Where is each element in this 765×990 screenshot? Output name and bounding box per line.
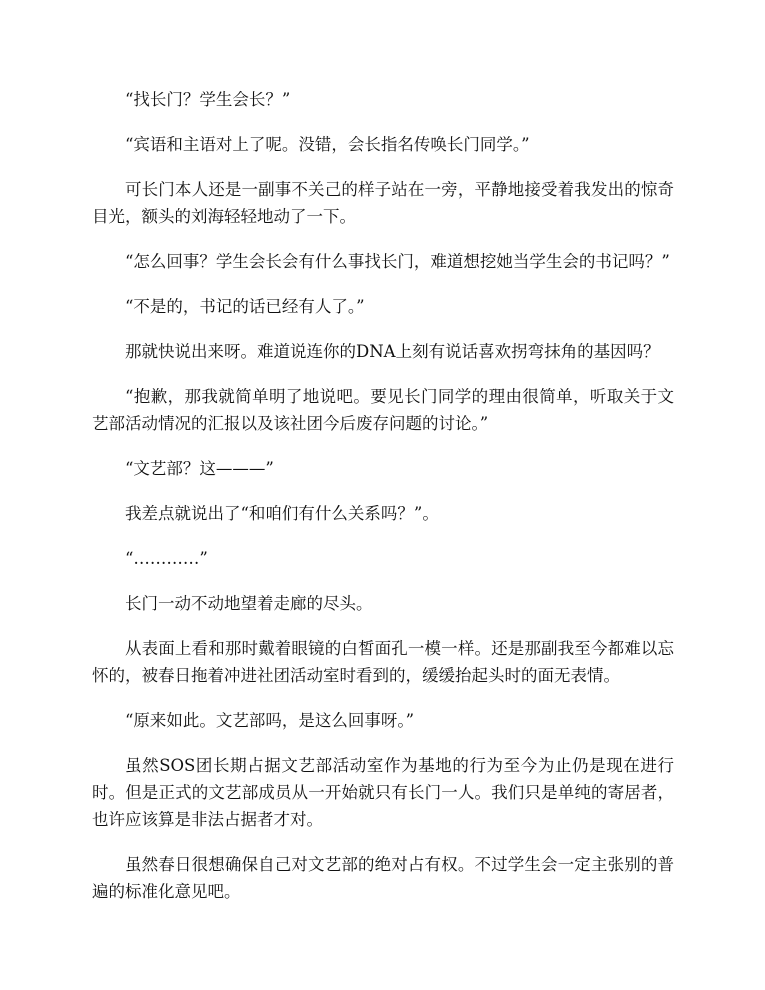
paragraph: 虽然SOS团长期占据文艺部活动室作为基地的行为至今为止仍是现在进行时。但是正式的文艺部成员从一开始就只有长门一人。我们只是单纯的寄居者，也许应该算是非法占据者才对。 <box>92 756 674 829</box>
paragraph: “原来如此。文艺部吗，是这么回事呀。” <box>125 711 415 730</box>
paragraph: “抱歉，那我就简单明了地说吧。要见长门同学的理由很简单，听取关于文艺部活动情况的汇报以及该社团今后废存问题的讨论。” <box>92 387 674 433</box>
paragraph: 那就快说出来呀。难道说连你的DNA上刻有说话喜欢拐弯抹角的基因吗？ <box>125 342 660 361</box>
paragraph: “…………” <box>125 549 208 568</box>
paragraph: “不是的，书记的话已经有人了。” <box>125 297 365 316</box>
document-body <box>92 86 674 923</box>
paragraph: “宾语和主语对上了呢。没错，会长指名传唤长门同学。” <box>125 135 530 154</box>
paragraph: 可长门本人还是一副事不关己的样子站在一旁，平静地接受着我发出的惊奇目光，额头的刘海轻轻地动了一下。 <box>92 180 674 226</box>
paragraph: 我差点就说出了“和咱们有什么关系吗？”。 <box>125 504 439 523</box>
paragraph: “怎么回事？学生会长会有什么事找长门，难道想挖她当学生会的书记吗？” <box>125 252 670 271</box>
paragraph: 从表面上看和那时戴着眼镜的白皙面孔一模一样。还是那副我至今都难以忘怀的，被春日拖着冲进社团活动室时看到的，缓缓抬起头时的面无表情。 <box>92 639 674 685</box>
paragraph: 虽然春日很想确保自己对文艺部的绝对占有权。不过学生会一定主张别的普遍的标准化意见吧。 <box>92 855 674 901</box>
paragraph: 长门一动不动地望着走廊的尽头。 <box>125 594 373 613</box>
paragraph: “找长门？学生会长？” <box>125 90 291 109</box>
paragraph: “文艺部？这———” <box>125 459 274 478</box>
